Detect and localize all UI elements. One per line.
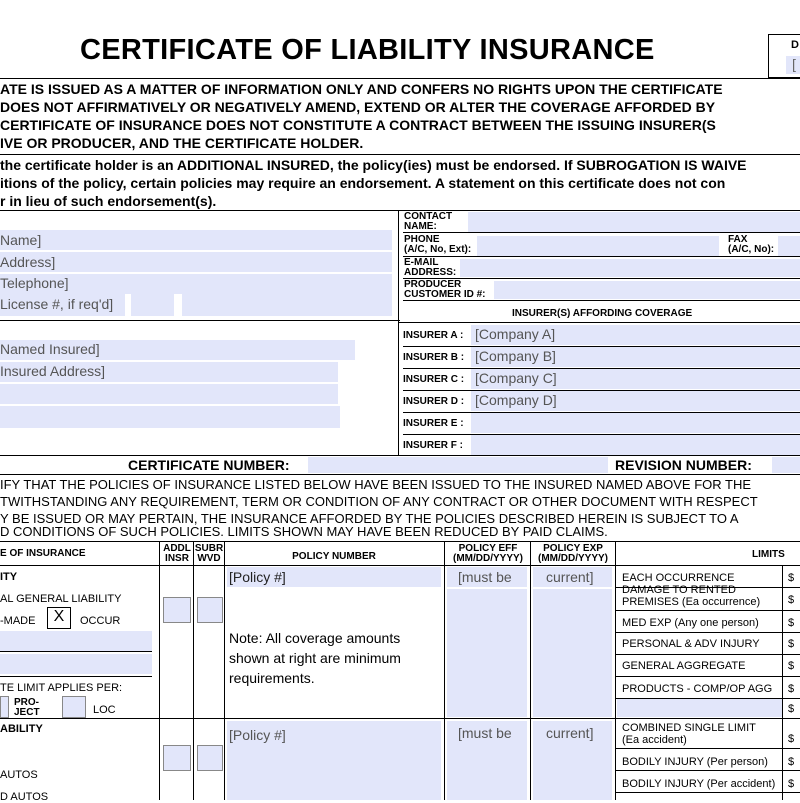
insurer-e-field[interactable] (471, 413, 800, 433)
dollar-sign: $ (788, 778, 795, 790)
notice-line-3: CERTIFICATE OF INSURANCE DOES NOT CONSTITUTE A CONTRACT BETWEEN THE ISSUING INSURER(S (0, 117, 716, 133)
coverage-statement-2: TWITHSTANDING ANY REQUIREMENT, TERM OR CONDITION OF ANY CONTRACT OR OTHER DOCUMENT WITH RESPECT (0, 494, 758, 509)
coverage-note: Note: All coverage amounts shown at right are minimum requirements. (229, 630, 401, 686)
contact-name-label: CONTACT NAME: (404, 211, 453, 232)
divider (615, 676, 800, 677)
fax-field[interactable] (778, 236, 800, 256)
gl-occur-label: OCCUR (80, 615, 121, 627)
coverage-statement-3: Y BE ISSUED OR MAY PERTAIN, THE INSURANCE AFFORDED BY THE POLICIES DESCRIBED HEREIN IS SUBJECT TO A (0, 511, 739, 526)
insurer-row-e (403, 412, 800, 435)
th-policy-exp: POLICY EXP (MM/DD/YYYY) (538, 543, 608, 564)
divider (398, 210, 399, 455)
certificate-number-label: CERTIFICATE NUMBER: (128, 457, 290, 473)
dollar-sign: $ (788, 733, 795, 745)
auto-title: ABILITY (0, 723, 43, 735)
divider (403, 300, 800, 301)
gl-aggregate-label: TE LIMIT APPLIES PER: (0, 682, 123, 694)
auto-policy-number: [Policy #] (229, 727, 286, 743)
insurer-b-label: INSURER B : (403, 352, 465, 363)
th-policy-number: POLICY NUMBER (292, 551, 376, 562)
gl-extra-limit-field[interactable] (617, 699, 782, 717)
gl-claims-made-label: -MADE (0, 615, 36, 627)
limit-damage-rented: DAMAGE TO RENTED PREMISES (Ea occurrence) (622, 584, 761, 608)
divider (193, 541, 194, 800)
divider (0, 718, 800, 719)
insured-address-line-2[interactable] (0, 384, 338, 404)
limit-products-comp: PRODUCTS - COMP/OP AGG (622, 683, 773, 695)
producer-address: Address] (0, 254, 56, 270)
insurer-row-f (403, 434, 800, 456)
page-title: CERTIFICATE OF LIABILITY INSURANCE (80, 34, 655, 66)
insurer-row-b (403, 346, 800, 369)
divider (615, 632, 800, 633)
producer-extra-field[interactable] (182, 294, 392, 316)
producer-name: Name] (0, 232, 42, 248)
date-label: D (791, 39, 799, 51)
limit-bodily-per-accident: BODILY INJURY (Per accident) (622, 778, 776, 790)
divider (0, 78, 800, 79)
important-line-3: r in lieu of such endorsement(s). (0, 193, 217, 209)
insured-address-line-3[interactable] (0, 406, 340, 428)
certificate-number-field[interactable] (308, 457, 608, 473)
divider (0, 651, 152, 652)
divider (0, 455, 800, 456)
gl-addl-insr-checkbox[interactable] (163, 597, 191, 623)
divider (0, 676, 152, 677)
th-subr-wvd: SUBR WVD (194, 543, 224, 564)
divider (224, 541, 225, 800)
divider (530, 541, 531, 800)
dollar-sign: $ (788, 660, 795, 672)
email-label: E-MAIL ADDRESS: (404, 257, 457, 278)
divider (615, 654, 800, 655)
auto-exp-date: current] (546, 725, 594, 741)
insurer-row-d (403, 390, 800, 413)
limit-med-exp: MED EXP (Any one person) (622, 617, 759, 629)
limit-bodily-per-person: BODILY INJURY (Per person) (622, 756, 768, 768)
divider (615, 610, 800, 611)
gl-commercial: AL GENERAL LIABILITY (0, 593, 122, 605)
th-type-of-insurance: E OF INSURANCE (0, 548, 86, 559)
phone-label: PHONE (A/C, No, Ext): (404, 234, 472, 255)
gl-policy-number: [Policy #] (229, 569, 286, 585)
limit-combined-single: COMBINED SINGLE LIMIT (Ea accident) (622, 722, 756, 746)
insurer-a-label: INSURER A : (403, 330, 464, 341)
divider (444, 541, 445, 800)
divider (403, 278, 800, 279)
insured-address: Insured Address] (0, 363, 106, 379)
divider (615, 770, 800, 771)
dollar-sign: $ (788, 703, 795, 715)
divider (0, 154, 800, 155)
insured-name: Named Insured] (0, 341, 100, 357)
gl-eff-extra-field[interactable] (447, 589, 527, 717)
divider (615, 792, 800, 793)
divider (0, 210, 800, 211)
divider (615, 587, 800, 588)
divider (782, 565, 783, 800)
producer-license: License #, if req'd] (0, 296, 114, 312)
gl-project-label: PRO- JECT (14, 697, 40, 718)
divider (398, 322, 800, 323)
insurers-heading: INSURER(S) AFFORDING COVERAGE (512, 308, 693, 319)
producer-extra-field[interactable] (131, 294, 174, 316)
gl-loc-label: LOC (93, 704, 116, 716)
divider (403, 232, 800, 233)
insurer-f-label: INSURER F : (403, 440, 463, 451)
gl-eff-date: [must be (458, 569, 512, 585)
revision-number-field[interactable] (772, 457, 800, 473)
producer-name-field[interactable] (0, 230, 392, 250)
occur-checkbox[interactable]: X (47, 607, 71, 629)
insurer-f-field[interactable] (471, 435, 800, 455)
gl-exp-date: current] (546, 569, 594, 585)
gl-exp-extra-field[interactable] (533, 589, 612, 717)
auto-any-autos: AUTOS (0, 769, 38, 781)
important-line-1: the certificate holder is an ADDITIONAL INSURED, the policy(ies) must be endorsed. If SUBROGATION IS WAIVE (0, 157, 747, 173)
insurer-b-value: [Company B] (475, 348, 556, 364)
dollar-sign: $ (788, 638, 795, 650)
insurer-c-value: [Company C] (475, 370, 557, 386)
coverage-statement-4: D CONDITIONS OF SUCH POLICIES. LIMITS SHOWN MAY HAVE BEEN REDUCED BY PAID CLAIMS. (0, 524, 608, 539)
gl-blank-field[interactable] (0, 654, 152, 674)
gl-blank-field[interactable] (0, 631, 152, 651)
limit-general-aggregate: GENERAL AGGREGATE (622, 660, 746, 672)
insurer-c-label: INSURER C : (403, 374, 465, 385)
phone-field[interactable] (477, 236, 719, 256)
policy-checkbox[interactable] (0, 696, 9, 718)
producer-id-label: PRODUCER CUSTOMER ID #: (404, 279, 486, 300)
insurer-row-a (403, 324, 800, 347)
insurer-e-label: INSURER E : (403, 418, 464, 429)
insurer-d-value: [Company D] (475, 392, 557, 408)
notice-line-1: ATE IS ISSUED AS A MATTER OF INFORMATION ONLY AND CONFERS NO RIGHTS UPON THE CERTIFICATE (0, 81, 723, 97)
revision-number-label: REVISION NUMBER: (615, 457, 752, 473)
auto-addl-insr-checkbox[interactable] (163, 745, 191, 771)
notice-line-4: IVE OR PRODUCER, AND THE CERTIFICATE HOLDER. (0, 135, 364, 151)
limit-each-occurrence: EACH OCCURRENCE (622, 572, 735, 584)
email-field[interactable] (460, 259, 800, 277)
dollar-sign: $ (788, 594, 795, 606)
divider (0, 320, 400, 321)
gl-title: ITY (0, 571, 18, 583)
dollar-sign: $ (788, 617, 795, 629)
th-limits: LIMITS (752, 549, 785, 560)
producer-address-field[interactable] (0, 252, 392, 272)
divider (615, 541, 616, 800)
divider (403, 256, 800, 257)
divider (0, 565, 800, 566)
dollar-sign: $ (788, 683, 795, 695)
divider (0, 474, 800, 475)
auto-eff-date: [must be (458, 725, 512, 741)
important-line-2: itions of the policy, certain policies may require an endorsement. A statement on this certificate does not con (0, 175, 726, 191)
coverage-statement-1: IFY THAT THE POLICIES OF INSURANCE LISTED BELOW HAVE BEEN ISSUED TO THE INSURED NAMED ABOVE FOR THE (0, 477, 752, 492)
divider (0, 541, 800, 542)
date-field[interactable]: [ (786, 56, 800, 74)
dollar-sign: $ (788, 572, 795, 584)
insurer-row-c (403, 368, 800, 391)
loc-checkbox[interactable] (62, 696, 86, 718)
th-policy-eff: POLICY EFF (MM/DD/YYYY) (453, 543, 523, 564)
notice-line-2: DOES NOT AFFIRMATIVELY OR NEGATIVELY AMEND, EXTEND OR ALTER THE COVERAGE AFFORDED BY (0, 99, 716, 115)
dollar-sign: $ (788, 756, 795, 768)
contact-name-field[interactable] (468, 212, 800, 232)
limit-personal-adv: PERSONAL & ADV INJURY (622, 638, 760, 650)
auto-subr-wvd-checkbox[interactable] (197, 745, 223, 771)
gl-subr-wvd-checkbox[interactable] (197, 597, 223, 623)
auto-scheduled-autos: D AUTOS (0, 791, 49, 803)
insurer-a-value: [Company A] (475, 326, 556, 342)
producer-id-field[interactable] (494, 281, 800, 299)
fax-label: FAX (A/C, No): (728, 234, 775, 255)
divider (615, 748, 800, 749)
divider (159, 541, 160, 800)
th-addl-insr: ADDL INSR (163, 543, 191, 564)
producer-telephone: Telephone] (0, 275, 69, 291)
insurer-d-label: INSURER D : (403, 396, 465, 407)
